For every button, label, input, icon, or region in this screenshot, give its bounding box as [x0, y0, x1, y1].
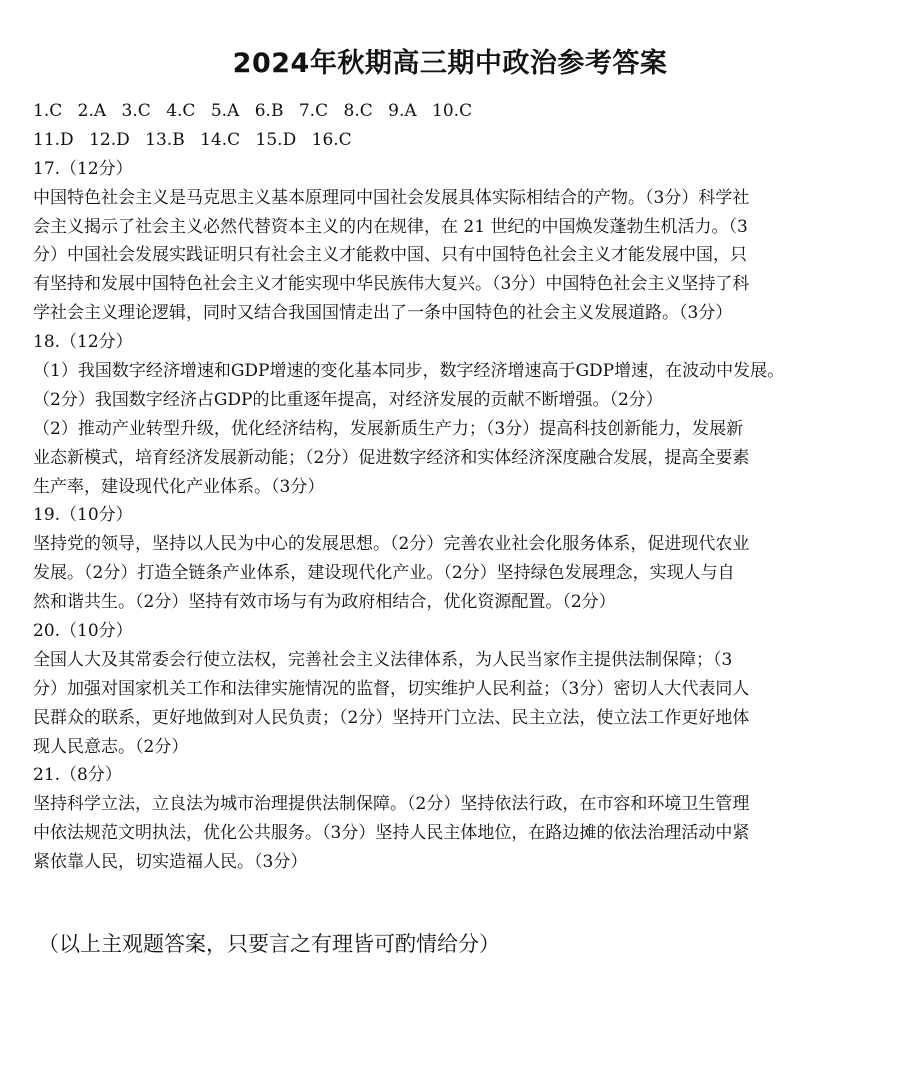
mc-answer: 6.B [254, 101, 284, 121]
answer-line: 紧依靠人民，切实造福人民。（3分） [33, 852, 308, 873]
answer-line: 分）加强对国家机关工作和法律实施情况的监督，切实维护人民利益；（3分）密切人大代表同人 [33, 678, 750, 699]
mc-answer: 8.C [343, 101, 373, 121]
answer-line: （2）推动产业转型升级，优化经济结构，发展新质生产力；（3分）提高科技创新能力，发展新 [33, 418, 744, 439]
answer-line: 全国人大及其常委会行使立法权，完善社会主义法律体系，为人民当家作主提供法制保障；（3 [33, 649, 733, 670]
answer-line: 民群众的联系，更好地做到对人民负责；（2分）坚持开门立法、民主立法，使立法工作更好地体 [33, 707, 750, 728]
mc-answer: 4.C [166, 101, 196, 121]
question-18-header: 18.（12分） [33, 332, 133, 353]
question-20-header: 20.（10分） [33, 621, 133, 642]
mc-answer: 16.C [311, 129, 352, 150]
mc-answer: 3.C [121, 101, 151, 121]
answer-line: 会主义揭示了社会主义必然代替资本主义的内在规律，在 21 世纪的中国焕发蓬勃生机活力。（3 [33, 216, 748, 237]
mc-answer: 15.D [255, 129, 297, 150]
mc-answer: 12.D [89, 129, 130, 150]
answer-line: （2分）我国数字经济占GDP的比重逐年提高，对经济发展的贡献不断增强。（2分） [33, 389, 663, 410]
question-19-header: 19.（10分） [33, 505, 133, 526]
mc-answer: 13.B [145, 129, 185, 150]
answer-line: （1）我国数字经济增速和GDP增速的变化基本同步，数字经济增速高于GDP增速，在波动中发展。 [33, 361, 785, 382]
mc-answer: 1.C [33, 101, 63, 121]
answer-line: 业态新模式，培育经济发展新动能；（2分）促进数字经济和实体经济深度融合发展，提高全要素 [33, 447, 750, 468]
mc-answer: 10.C [432, 101, 473, 121]
mc-answer: 5.A [210, 101, 240, 121]
answer-line: 坚持科学立法，立良法为城市治理提供法制保障。（2分）坚持依法行政，在市容和环境卫生管理 [33, 794, 750, 815]
answer-line: 生产率，建设现代化产业体系。（3分） [33, 476, 325, 497]
mc-answer: 2.A [77, 101, 107, 121]
mc-answer: 7.C [298, 101, 329, 121]
answer-line: 分）中国社会发展实践证明只有社会主义才能救中国、只有中国特色社会主义才能发展中国，只 [33, 245, 747, 266]
mc-answer: 11.D [33, 129, 74, 150]
answer-line: 中依法规范文明执法，优化公共服务。（3分）坚持人民主体地位，在路边摊的依法治理活动中紧 [33, 823, 750, 844]
mc-answer: 14.C [200, 129, 241, 150]
answer-line: 中国特色社会主义是马克思主义基本原理同中国社会发展具体实际相结合的产物。（3分）科学社 [33, 187, 750, 208]
answer-line: 有坚持和发展中国特色社会主义才能实现中华民族伟大复兴。（3分）中国特色社会主义坚持了科 [33, 274, 750, 295]
page-title: 2024年秋期高三期中政治参考答案 [232, 48, 668, 79]
answer-line: 坚持党的领导，坚持以人民为中心的发展思想。（2分）完善农业社会化服务体系，促进现代农业 [33, 534, 750, 555]
answer-line: 然和谐共生。（2分）坚持有效市场与有为政府相结合，优化资源配置。（2分） [33, 592, 616, 613]
mc-answers-row-1 [33, 97, 868, 126]
answer-content [33, 97, 868, 877]
answer-line: 学社会主义理论逻辑，同时又结合我国国情走出了一条中国特色的社会主义发展道路。（3分） [33, 303, 733, 324]
grading-note: （以上主观题答案，只要言之有理皆可酌情给分） [38, 932, 500, 956]
question-17-header: 17.（12分） [33, 158, 133, 179]
answer-line: 现人民意志。（2分） [33, 736, 189, 757]
answer-line: 发展。（2分）打造全链条产业体系，建设现代化产业。（2分）坚持绿色发展理念，实现人与自 [33, 563, 735, 584]
question-21-header: 21.（8分） [33, 765, 122, 786]
mc-answers-row-2 [33, 126, 868, 155]
mc-answer: 9.A [388, 101, 417, 121]
